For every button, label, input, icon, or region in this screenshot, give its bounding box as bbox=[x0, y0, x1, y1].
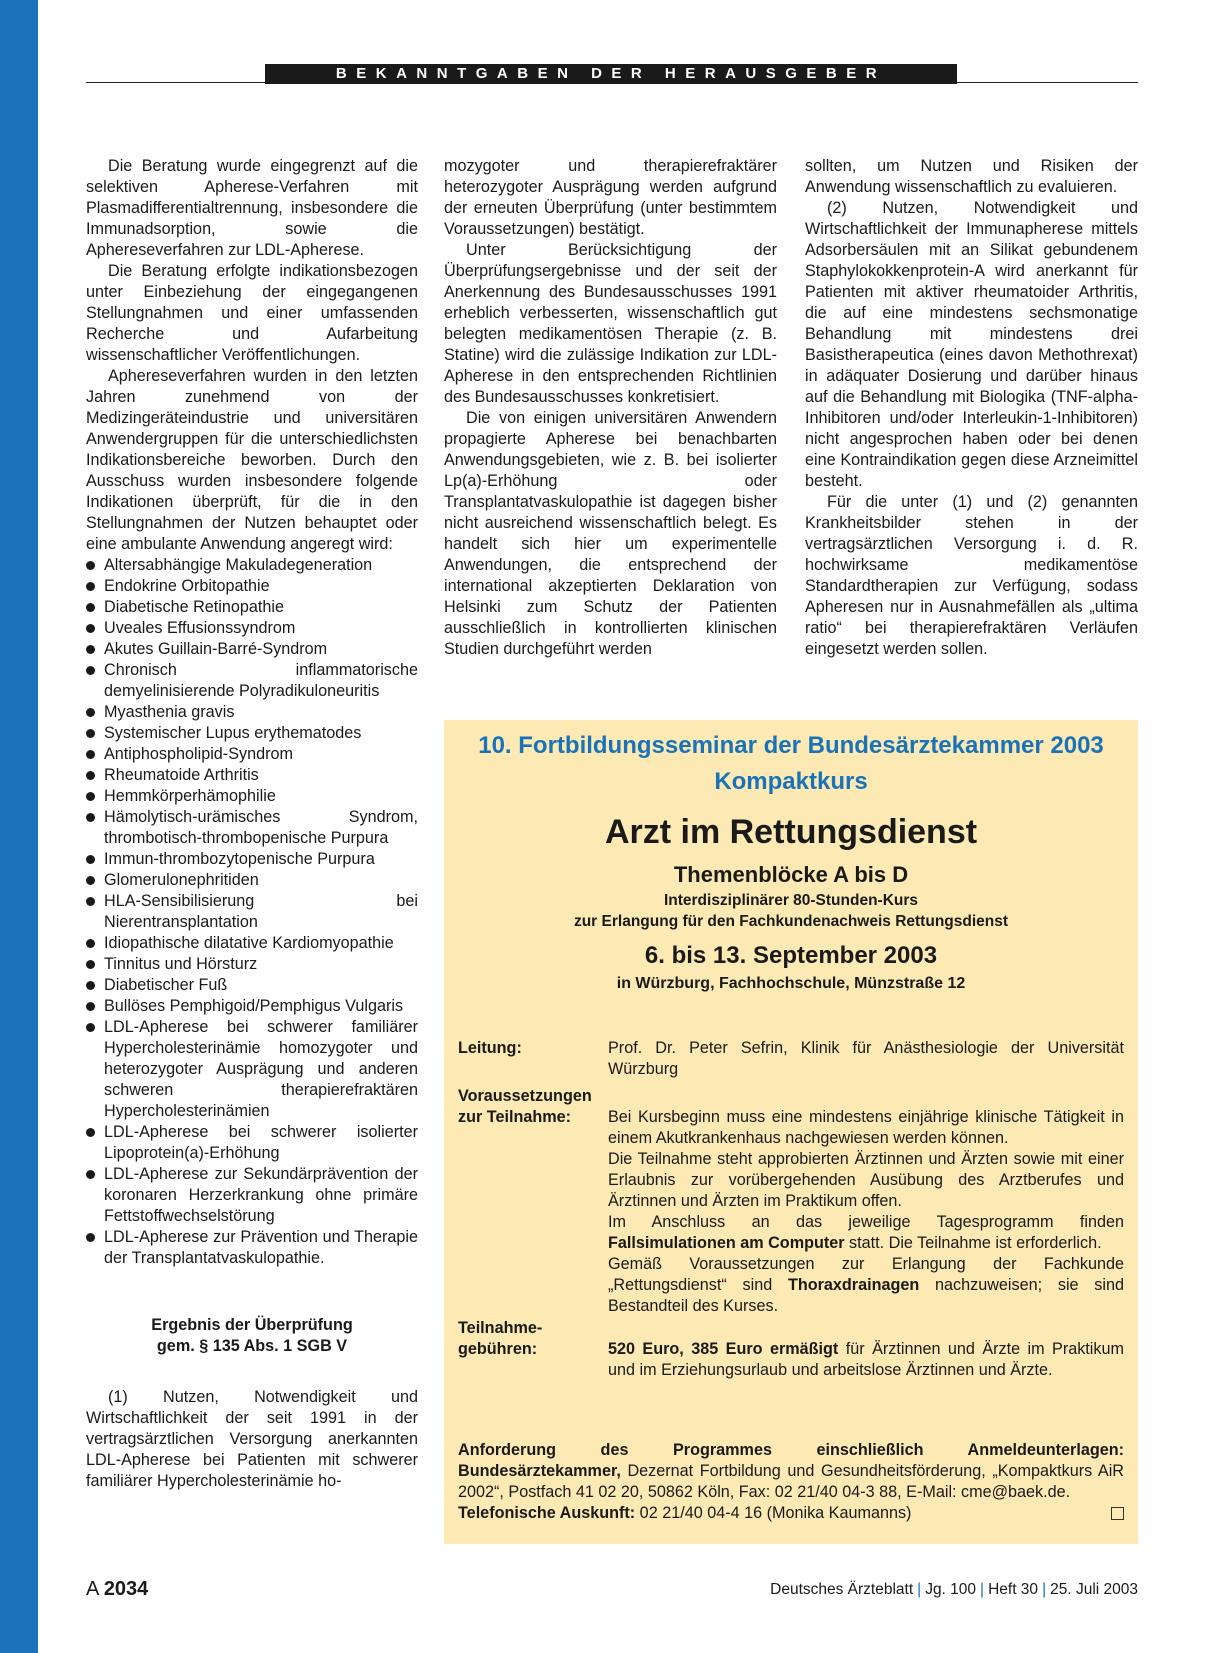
indication-item: HLA-Sensibilisierung bei Nierentransplantation bbox=[86, 891, 418, 933]
indication-item: Altersabhängige Makuladegeneration bbox=[86, 555, 418, 576]
indication-list bbox=[86, 555, 418, 1269]
indication-item: Hemmkörperhämophilie bbox=[86, 786, 418, 807]
requirements-label bbox=[458, 1086, 608, 1128]
indication-item: LDL-Apherese bei schwerer familiärer Hypercholesterinämie homozygoter und heterozygoter Ausprägung und anderen schweren therapierefraktären Hypercholesterinämien bbox=[86, 1017, 418, 1122]
indication-item: Endokrine Orbitopathie bbox=[86, 576, 418, 597]
page-number-value: 2034 bbox=[103, 1578, 149, 1600]
course-title: Arzt im Rettungsdienst bbox=[604, 813, 978, 851]
paragraph: Für die unter (1) und (2) genannten Krankheitsbilder stehen in der vertragsärztlichen Versorgung i. d. R. hochwirksame medikamentöse Standardtherapien zur Verfügung, sodass Apheresen nur in Ausnahmefällen als „ultima ratio“ bei therapierefraktären Verläufen eingesetzt werden sollen. bbox=[805, 493, 1138, 658]
fee-label-line-1: Teilnahme- bbox=[458, 1319, 543, 1337]
left-accent-bar bbox=[0, 0, 38, 1653]
indication-item: Antiphospholipid-Syndrom bbox=[86, 744, 418, 765]
indication-item: Idiopathische dilatative Kardiomyopathie bbox=[86, 933, 418, 954]
fee-label bbox=[458, 1318, 608, 1360]
indication-item: LDL-Apherese zur Prävention und Therapie der Transplantatvaskulopathie. bbox=[86, 1227, 418, 1269]
indication-item: Rheumatoide Arthritis bbox=[86, 765, 418, 786]
leitung-value: Prof. Dr. Peter Sefrin, Klinik für Anästhesiologie der Universität Würzburg bbox=[608, 1039, 1124, 1078]
indication-item: Hämolytisch-urämisches Syndrom, thrombotisch-thrombopenische Purpura bbox=[86, 807, 418, 849]
journal-name: Deutsches Ärzteblatt bbox=[770, 1581, 914, 1598]
course-dates: 6. bis 13. September 2003 bbox=[644, 942, 938, 969]
paragraph: Unter Berücksichtigung der Überprüfungsergebnisse und der seit der Anerkennung des Bundesausschusses 1991 erheblich verbesserten, wissenschaftlich gut belegten medikamentösen Therapie (z. B. Statine) wird die zulässige Indikation zur LDL-Apherese in den entsprechenden Richtlinien des Bundesausschusses konkretisiert. bbox=[444, 241, 777, 406]
end-mark-icon bbox=[1111, 1507, 1124, 1520]
requirements-label-line-1: Voraussetzungen bbox=[458, 1087, 592, 1105]
page-prefix: A bbox=[86, 1578, 99, 1600]
result-heading bbox=[86, 1315, 418, 1357]
requirements-paragraph: Die Teilnahme steht approbierten Ärztinnen und Ärzten sowie mit einer Erlaubnis zur vorübergehenden Ausübung des Arztberufes und Ärztinnen und Ärzten im Praktikum offen. bbox=[608, 1150, 1124, 1210]
journal-date: 25. Juli 2003 bbox=[1050, 1581, 1138, 1598]
indication-item: Diabetische Retinopathie bbox=[86, 597, 418, 618]
program-request: Anforderung des Programmes einschließlich Anmeldeunterlagen: Bundesärztekammer, Dezernat Fortbildung und Gesundheitsförderung, „Kompaktkurs AiR 2002“, Postfach 41 02 20, 50862 Köln, Fax: 02 21/40 04-3 88, E-Mail: cme@baek.de. Telefonische Auskunft: 02 21/40 04-4 16 (Monika Kaumanns) bbox=[458, 1441, 1124, 1522]
course-subtitle-1: Interdisziplinärer 80-Stunden-Kurs bbox=[663, 892, 919, 909]
journal-issue: Heft 30 bbox=[988, 1581, 1039, 1598]
announcement-box bbox=[444, 720, 1138, 1544]
fee-label-line-2: gebühren: bbox=[458, 1340, 538, 1358]
indication-item: Tinnitus und Hörsturz bbox=[86, 954, 418, 975]
column-1 bbox=[86, 156, 418, 1492]
paragraph: Die Beratung wurde eingegrenzt auf die selektiven Apherese-Verfahren mit Plasmadifferentialtrennung, insbesondere die Immunadsorption, sowie die Aphereseverfahren zur LDL-Apherese. bbox=[86, 157, 418, 259]
requirements-label-line-2: zur Teilnahme: bbox=[458, 1108, 572, 1126]
indication-item: LDL-Apherese bei schwerer isolierter Lipoprotein(a)-Erhöhung bbox=[86, 1122, 418, 1164]
requirements-paragraph: Bei Kursbeginn muss eine mindestens einjährige klinische Tätigkeit in einem Akutkrankenhaus nachgewiesen werden können. bbox=[608, 1108, 1124, 1147]
journal-volume: Jg. 100 bbox=[925, 1581, 977, 1598]
paragraph: (2) Nutzen, Notwendigkeit und Wirtschaftlichkeit der Immunapherese mittels Adsorbersäulen mit an Silikat gebundenem Staphylokokkenprotein-A wird anerkannt für Patienten mit aktiver rheumatoider Arthritis, die auf eine mindestens sechsmonatige Behandlung mit mindestens drei Basistherapeutica (eines davon Methothrexat) in adäquater Dosierung und darüber hinaus auf die Behandlung mit Biologika (TNF-alpha-Inhibitoren und/oder Interleukin-1-Inhibitoren) nicht angesprochen haben oder bei denen eine Kontraindikation gegen diese Arzneimittel besteht. bbox=[805, 199, 1138, 490]
requirements-paragraph: Gemäß Voraussetzungen zur Erlangung der Fachkunde „Rettungsdienst“ sind Thoraxdrainagen nachzuweisen; sie sind Bestandteil des Kurses. bbox=[608, 1255, 1124, 1315]
course-location: in Würzburg, Fachhochschule, Münzstraße 12 bbox=[616, 975, 966, 992]
announcement-title-line-2: Kompaktkurs bbox=[714, 768, 868, 795]
leitung-label: Leitung: bbox=[458, 1039, 522, 1057]
indication-item: Glomerulonephritiden bbox=[86, 870, 418, 891]
paragraph: Aphereseverfahren wurden in den letzten Jahren zunehmend von der Medizingeräteindustrie und universitären Anwendergruppen für die unterschiedlichsten Indikationsbereiche beworben. Durch den Ausschuss wurden insbesondere folgende Indikationen überprüft, für die in den Stellungnahmen der Nutzen behauptet oder eine ambulante Anwendung angeregt wird: bbox=[86, 367, 418, 553]
indication-item: Myasthenia gravis bbox=[86, 702, 418, 723]
paragraph: Die von einigen universitären Anwendern propagierte Apherese bei benachbarten Anwendungsgebieten, wie z. B. bei isolierter Lp(a)-Erhöhung oder Transplantatvaskulopathie ist dagegen bisher nicht ausreichend wissenschaftlich belegt. Es handelt sich hier um experimentelle Anwendungen, die entsprechend der international akzeptierten Deklaration von Helsinki zum Schutz der Patienten ausschließlich in kontrollierten klinischen Studien durchgeführt werden bbox=[444, 409, 777, 658]
paragraph: Die Beratung erfolgte indikationsbezogen unter Einbeziehung der eingegangenen Stellungnahmen und einer umfassenden Recherche und Aufarbeitung wissenschaftlicher Veröffentlichungen. bbox=[86, 262, 418, 364]
indication-item: LDL-Apherese zur Sekundärprävention der koronaren Herzerkrankung ohne primäre Fettstoffwechselstörung bbox=[86, 1164, 418, 1227]
indication-item: Bullöses Pemphigoid/Pemphigus Vulgaris bbox=[86, 996, 418, 1017]
indication-item: Chronisch inflammatorische demyelinisierende Polyradikuloneuritis bbox=[86, 660, 418, 702]
paragraph: sollten, um Nutzen und Risiken der Anwendung wissenschaftlich zu evaluieren. bbox=[805, 157, 1138, 196]
page-number bbox=[86, 1578, 148, 1601]
indication-item: Akutes Guillain-Barré-Syndrom bbox=[86, 639, 418, 660]
fee-value: 520 Euro, 385 Euro ermäßigt für Ärztinnen und Ärzte im Praktikum und im Erziehungsurlaub und arbeitslose Ärztinnen und Ärzte. bbox=[608, 1340, 1124, 1379]
course-blocks: Themenblöcke A bis D bbox=[673, 862, 909, 887]
column-2 bbox=[444, 156, 777, 660]
paragraph: mozygoter und therapierefraktärer heterozygoter Ausprägung werden aufgrund der erneuten Überprüfung (unter bestimmtem Voraussetzungen) bestätigt. bbox=[444, 157, 777, 238]
paragraph: (1) Nutzen, Notwendigkeit und Wirtschaftlichkeit der seit 1991 in der vertragsärztlichen Versorgung anerkannten LDL-Apherese bei Patienten mit schwerer familiärer Hypercholesterinämie ho- bbox=[86, 1388, 418, 1490]
indication-item: Uveales Effusionssyndrom bbox=[86, 618, 418, 639]
section-header: BEKANNTGABEN DER HERAUSGEBER bbox=[265, 64, 957, 84]
journal-info: Deutsches Ärzteblatt | Jg. 100 | Heft 30 | 25. Juli 2003 bbox=[770, 1581, 1138, 1598]
result-heading-line-2: gem. § 135 Abs. 1 SGB V bbox=[156, 1337, 348, 1355]
course-heading bbox=[444, 810, 1138, 996]
requirements-value bbox=[608, 1107, 1124, 1317]
announcement-title-line-1: 10. Fortbildungsseminar der Bundesärztekammer 2003 bbox=[478, 732, 1104, 759]
announcement-title bbox=[444, 728, 1138, 800]
requirements-paragraph: Im Anschluss an das jeweilige Tagesprogramm finden Fallsimulationen am Computer statt. Die Teilnahme ist erforderlich. bbox=[608, 1213, 1124, 1252]
result-heading-line-1: Ergebnis der Überprüfung bbox=[151, 1316, 353, 1334]
indication-item: Diabetischer Fuß bbox=[86, 975, 418, 996]
indication-item: Immun-thrombozytopenische Purpura bbox=[86, 849, 418, 870]
indication-item: Systemischer Lupus erythematodes bbox=[86, 723, 418, 744]
column-3 bbox=[805, 156, 1138, 660]
course-subtitle-2: zur Erlangung für den Fachkundenachweis Rettungsdienst bbox=[573, 913, 1009, 930]
